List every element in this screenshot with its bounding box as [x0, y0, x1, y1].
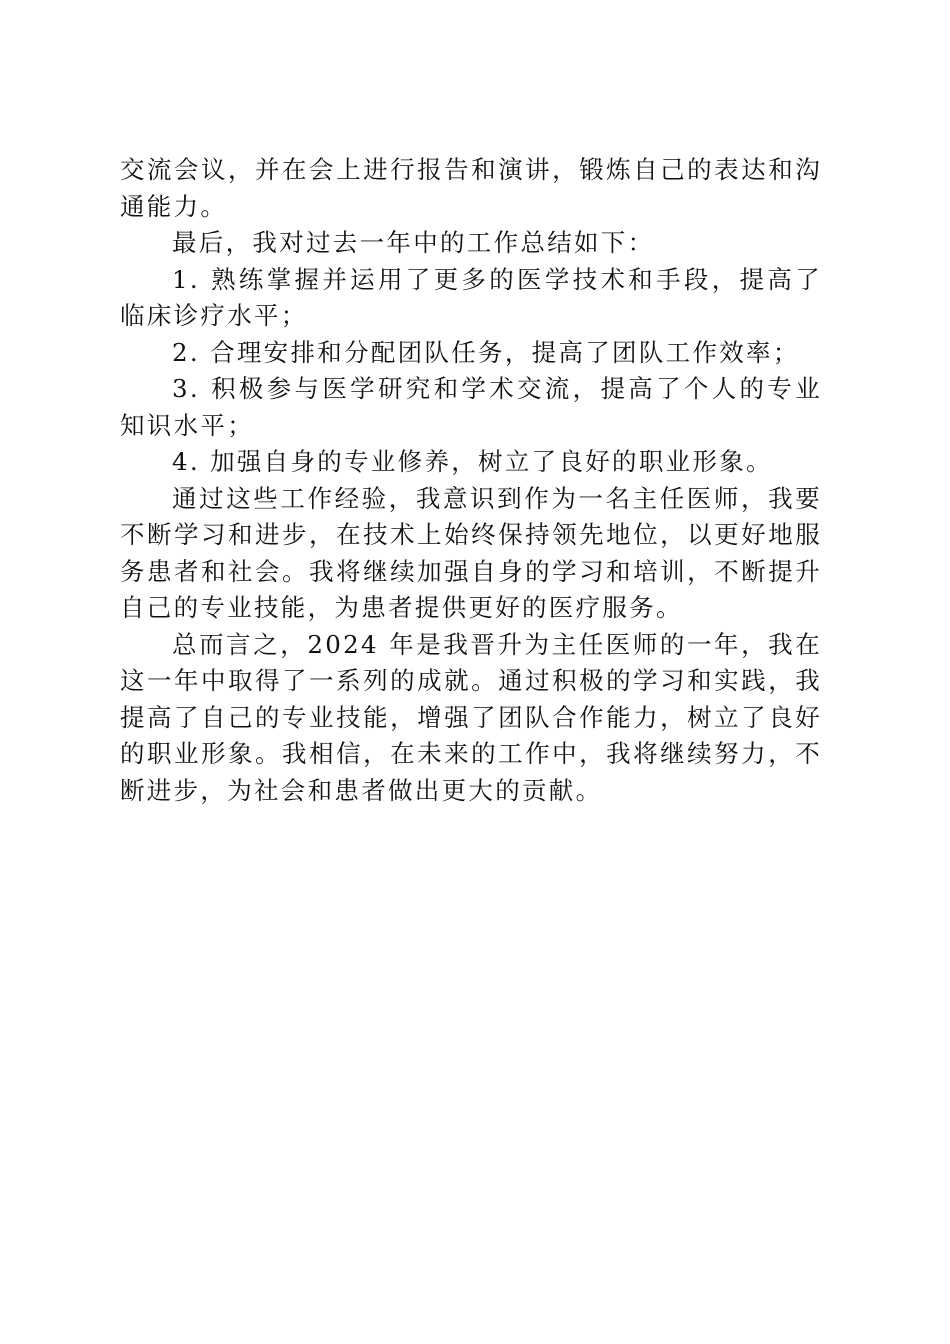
list-item-4: 4. 加强自身的专业修养，树立了良好的职业形象。 — [172, 447, 773, 476]
paragraph-reflection: 通过这些工作经验，我意识到作为一名主任医师，我要不断学习和进步，在技术上始终保持领先地位，以更好地服务患者和社会。我将继续加强自身的学习和培训，不断提升自己的专业技能，为患者提供更好的医疗服务。 — [120, 483, 822, 622]
paragraph-conclusion: 总而言之，2024 年是我晋升为主任医师的一年，我在这一年中取得了一系列的成就。通过积极的学习和实践，我提高了自己的专业技能，增强了团队合作能力，树立了良好的职业形象。我相信，在未来的工作中，我将继续努力，不断进步，为社会和患者做出更大的贡献。 — [120, 629, 822, 805]
document-body — [120, 152, 822, 809]
list-item-3: 3. 积极参与医学研究和学术交流，提高了个人的专业知识水平； — [120, 374, 822, 440]
list-item-2: 2. 合理安排和分配团队任务，提高了团队工作效率； — [172, 337, 800, 367]
list-item-1: 1. 熟练掌握并运用了更多的医学技术和手段，提高了临床诊疗水平； — [120, 264, 822, 330]
paragraph-continuation: 交流会议，并在会上进行报告和演讲，锻炼自己的表达和沟通能力。 — [120, 155, 822, 221]
paragraph-summary-intro: 最后，我对过去一年中的工作总结如下： — [172, 228, 655, 257]
